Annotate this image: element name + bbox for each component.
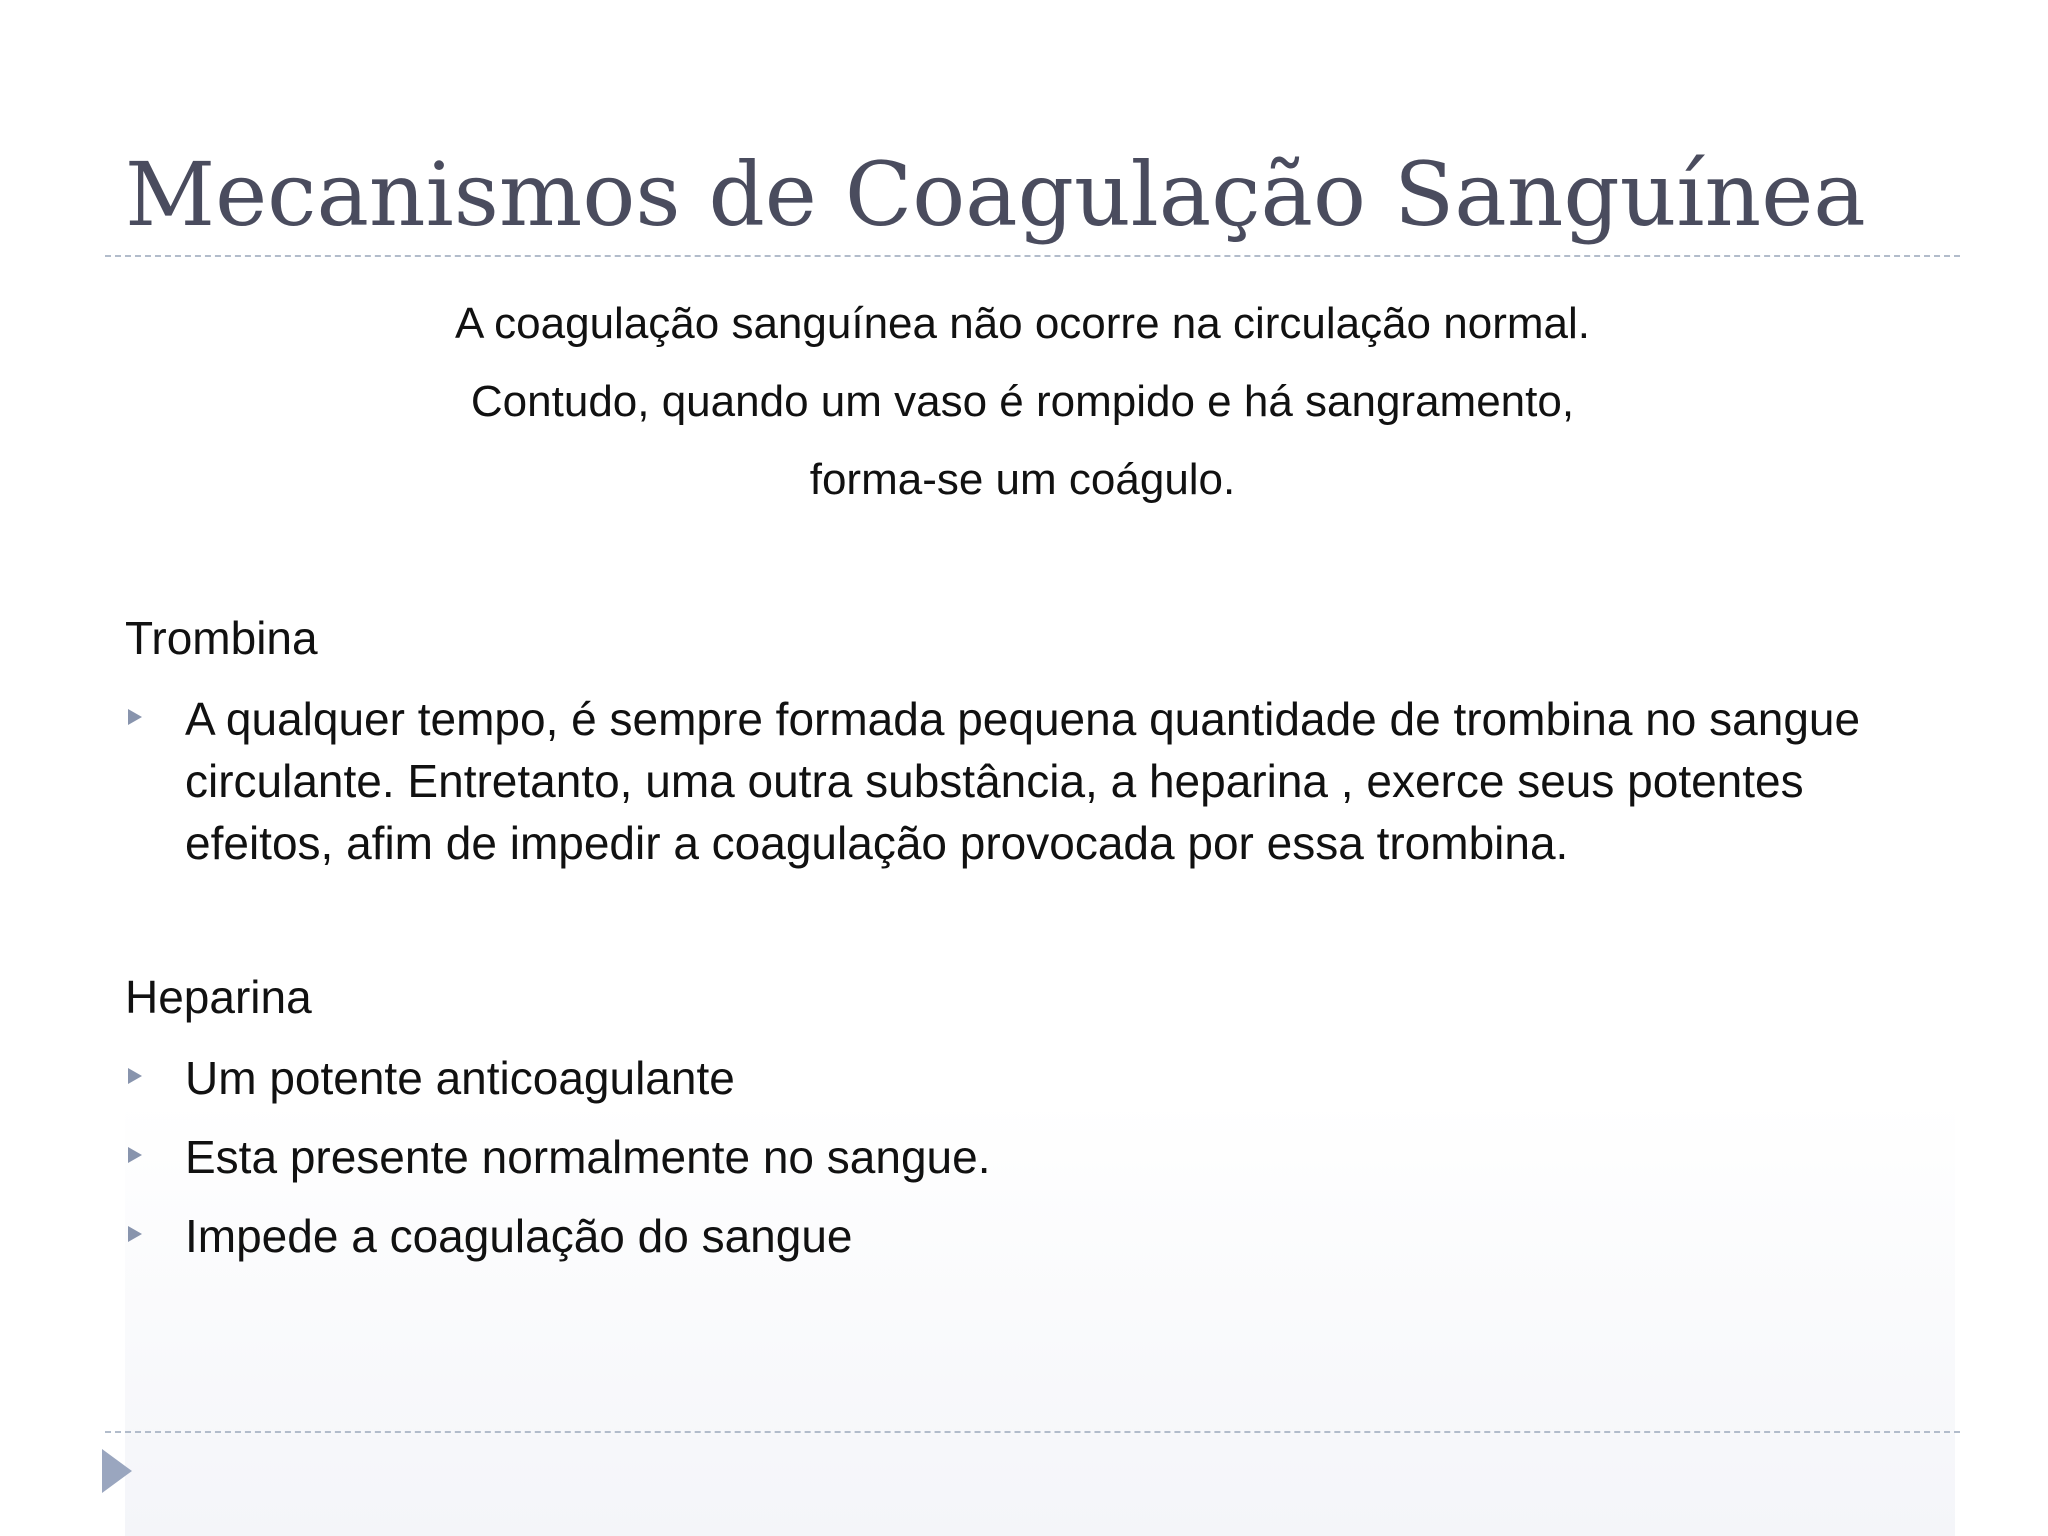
triangle-right-icon — [128, 1226, 142, 1242]
intro-line: Contudo, quando um vaso é rompido e há sangramento, — [470, 377, 1575, 426]
intro-line: forma-se um coágulo. — [809, 455, 1236, 504]
next-slide-arrow-icon[interactable] — [102, 1449, 132, 1493]
section-heading-heparina: Heparina — [125, 971, 312, 1023]
bullet-list-heparina — [125, 1047, 1925, 1284]
bullet-item — [125, 1126, 1925, 1188]
triangle-right-icon — [128, 709, 142, 725]
bullet-item — [125, 688, 1925, 874]
bullet-text: Um potente anticoagulante — [185, 1052, 735, 1104]
triangle-right-icon — [128, 1147, 142, 1163]
section-heading-trombina: Trombina — [125, 612, 318, 664]
footer-divider — [105, 1431, 1960, 1433]
title-divider — [105, 255, 1960, 257]
bullet-text: Esta presente normalmente no sangue. — [185, 1131, 991, 1183]
triangle-right-icon — [128, 1068, 142, 1084]
bullet-item — [125, 1205, 1925, 1267]
slide-title: Mecanismos de Coagulação Sanguínea — [125, 143, 1866, 246]
bullet-list-trombina — [125, 688, 1925, 874]
bullet-item — [125, 1047, 1925, 1109]
bullet-text: Impede a coagulação do sangue — [185, 1210, 853, 1262]
bullet-text: A qualquer tempo, é sempre formada pequena quantidade de trombina no sangue circulante. Entretanto, uma outra substância, a heparina , exerce seus potentes efeitos, afim de impedir a coagulação provocada por essa trombina. — [185, 693, 1861, 869]
intro-line: A coagulação sanguínea não ocorre na circulação normal. — [455, 299, 1590, 348]
intro-text — [125, 285, 1920, 519]
